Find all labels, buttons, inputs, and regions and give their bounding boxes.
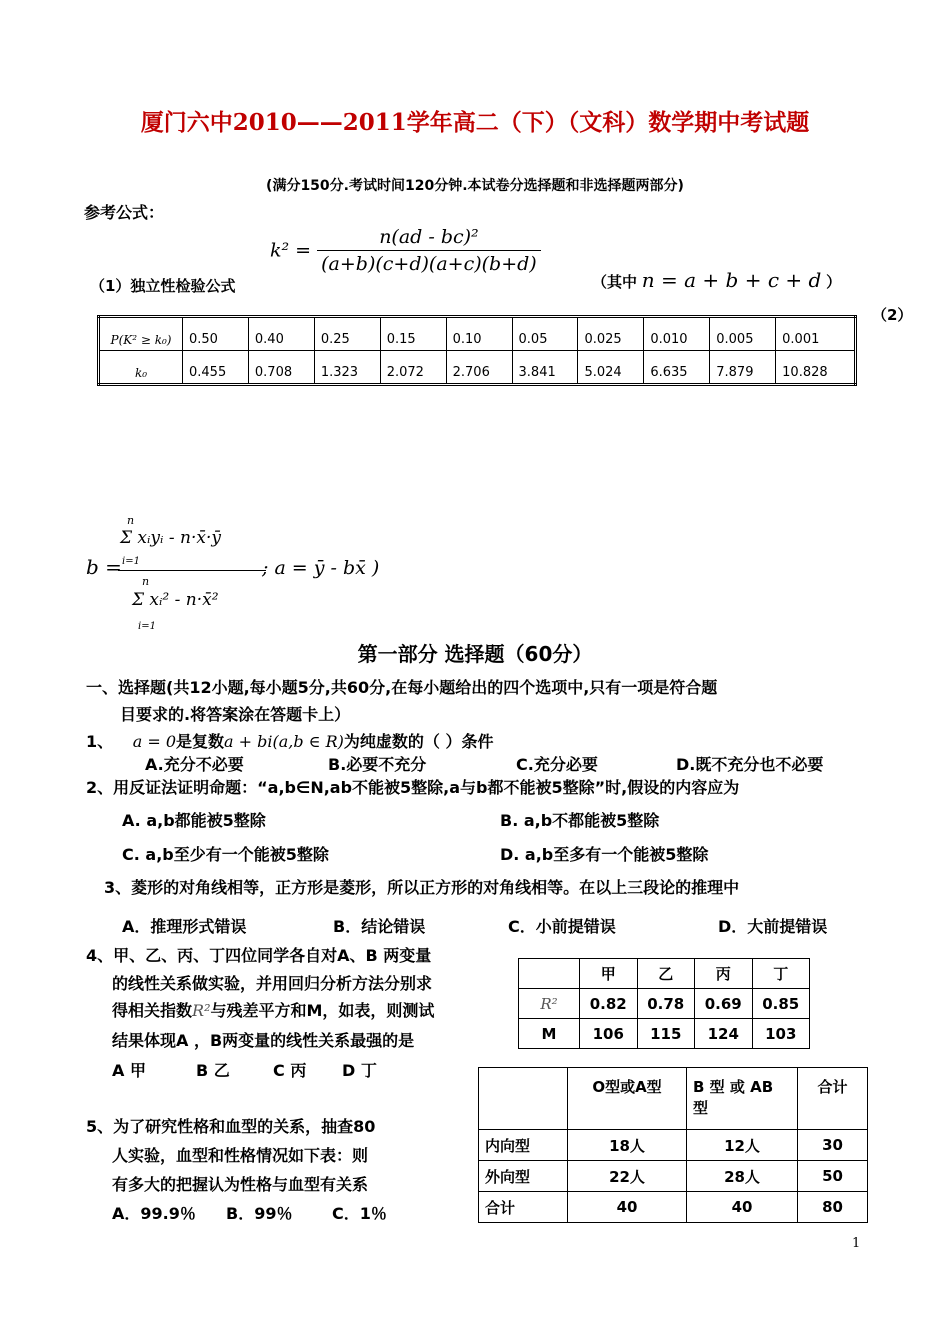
k-cell: 0.455	[183, 351, 249, 385]
q4-option-c[interactable]: C 丙	[273, 1061, 307, 1080]
where-close: ）	[826, 273, 842, 291]
q4-header-cell: 乙	[637, 959, 695, 989]
q5-cell: 80	[798, 1192, 868, 1223]
sum-top-2: n	[142, 575, 150, 588]
q4-option-a[interactable]: A 甲	[112, 1061, 146, 1080]
q2-option-c[interactable]: C. a,b至少有一个能被5整除	[122, 845, 329, 864]
q5-cell: 30	[798, 1130, 868, 1161]
q5-header-total: 合计	[798, 1068, 868, 1130]
instructions-line1: 一、选择题(共12小题,每小题5分,共60分,在每小题给出的四个选项中,只有一项是符合题	[86, 678, 718, 697]
q1-option-b[interactable]: B.必要不充分	[328, 755, 427, 774]
q5-cell: 18人	[568, 1130, 687, 1161]
p-cell: 0.025	[578, 317, 644, 351]
q4-line3b: 与残差平方和M，如表，则测试	[210, 1001, 435, 1020]
table-row	[99, 317, 856, 351]
formula-where	[592, 268, 841, 292]
k-cell: 6.635	[644, 351, 710, 385]
formula-label: 参考公式：	[84, 203, 165, 222]
q3-option-a[interactable]: A．推理形式错误	[122, 917, 247, 936]
row1-header: P(K² ≥ k₀)	[99, 317, 183, 351]
k2-lhs: k² =	[270, 239, 312, 262]
q4-table	[518, 958, 810, 1049]
q5-header-bab-line1: B 型 或 AB	[693, 1078, 774, 1096]
page-number: 1	[852, 1236, 861, 1251]
table-row	[479, 1068, 868, 1130]
k-cell: 7.879	[710, 351, 776, 385]
q1-option-c[interactable]: C.充分必要	[516, 755, 598, 774]
q5-line3: 有多大的把握认为性格与血型有关系	[112, 1175, 369, 1194]
p-cell: 0.005	[710, 317, 776, 351]
q5-cell: 40	[568, 1192, 687, 1223]
q4-option-b[interactable]: B 乙	[196, 1061, 230, 1080]
k2-numerator: n(ad - bc)²	[317, 226, 541, 251]
q4-line3	[112, 998, 434, 1021]
q4-r2-label: R²	[519, 989, 580, 1019]
critical-value-table	[97, 315, 857, 386]
q4-cell: 0.85	[752, 989, 810, 1019]
q1-number: 1、	[86, 732, 114, 751]
k-cell: 2.706	[446, 351, 512, 385]
q4-header-cell: 丁	[752, 959, 810, 989]
q4-cell: 124	[695, 1019, 753, 1049]
q4-cell: 106	[580, 1019, 638, 1049]
q5-cell: 50	[798, 1161, 868, 1192]
q2-stem: 2、用反证法证明命题：“a,b∈N,ab不能被5整除,a与b都不能被5整除”时,假设的内容应为	[86, 778, 740, 797]
p-cell: 0.001	[776, 317, 856, 351]
q5-cell: 22人	[568, 1161, 687, 1192]
k2-denominator: (a+b)(c+d)(a+c)(b+d)	[321, 253, 537, 275]
section-title: 第一部分 选择题（60分）	[357, 642, 593, 666]
exam-subtitle: (满分150分.考试时间120分钟.本试卷分选择题和非选择题两部分)	[266, 178, 684, 194]
q5-corner	[479, 1068, 568, 1130]
q3-option-c[interactable]: C．小前提错误	[508, 917, 616, 936]
p-cell: 0.15	[380, 317, 446, 351]
table-row	[479, 1130, 868, 1161]
q4-line2: 的线性关系做实验，并用回归分析方法分别求	[112, 974, 433, 993]
p-cell: 0.40	[248, 317, 314, 351]
formula-item2-label: （2）	[872, 306, 913, 324]
q1-option-a[interactable]: A.充分不必要	[145, 755, 244, 774]
sum-bottom: i=1	[122, 556, 140, 567]
q4-cell: 0.69	[695, 989, 753, 1019]
exam-title: 厦门六中2010——2011学年高二（下）（文科）数学期中考试题	[140, 109, 810, 136]
q4-r2: R²	[192, 1001, 211, 1020]
table-row	[479, 1192, 868, 1223]
q1-text2: 为纯虚数的（ ）条件	[343, 732, 494, 751]
instructions-line2: 目要求的.将答案涂在答题卡上）	[120, 705, 351, 724]
q4-cell: 0.78	[637, 989, 695, 1019]
q5-row-label: 合计	[479, 1192, 568, 1223]
where-expr: n = a + b + c + d	[641, 268, 822, 292]
k-cell: 10.828	[776, 351, 856, 385]
k-cell: 3.841	[512, 351, 578, 385]
q1-option-d[interactable]: D.既不充分也不必要	[676, 755, 824, 774]
table-row	[519, 989, 810, 1019]
q3-option-b[interactable]: B．结论错误	[333, 917, 426, 936]
q4-m-label: M	[519, 1019, 580, 1049]
p-cell: 0.05	[512, 317, 578, 351]
where-label: （其中	[592, 273, 638, 291]
q1-stem	[86, 729, 494, 752]
reg-tail: ; a = ȳ - bx̄ )	[262, 557, 380, 579]
reg-lhs: b =	[86, 555, 122, 579]
q4-header-cell: 甲	[580, 959, 638, 989]
q5-header-bab	[687, 1068, 798, 1130]
sum-top: n	[127, 514, 135, 527]
q5-option-c[interactable]: C．1％	[332, 1204, 387, 1223]
p-cell: 0.010	[644, 317, 710, 351]
formula-item1-label: （1）独立性检验公式	[90, 277, 236, 295]
q4-option-d[interactable]: D 丁	[342, 1061, 377, 1080]
reg-numerator: Σ xᵢyᵢ - n·x̄·ȳ	[120, 528, 221, 548]
q5-cell: 40	[687, 1192, 798, 1223]
q5-row-label: 内向型	[479, 1130, 568, 1161]
p-cell: 0.25	[314, 317, 380, 351]
q4-line1: 4、甲、乙、丙、丁四位同学各自对A、B 两变量	[86, 946, 432, 965]
table-row	[99, 351, 856, 385]
table-row	[519, 1019, 810, 1049]
q5-option-a[interactable]: A．99.9％	[112, 1204, 196, 1223]
q5-cell: 28人	[687, 1161, 798, 1192]
q5-cell: 12人	[687, 1130, 798, 1161]
q5-row-label: 外向型	[479, 1161, 568, 1192]
q2-option-b[interactable]: B. a,b不都能被5整除	[500, 811, 660, 830]
k-cell: 1.323	[314, 351, 380, 385]
q4-cell: 103	[752, 1019, 810, 1049]
q3-option-d[interactable]: D．大前提错误	[718, 917, 828, 936]
sum-bottom-2: i=1	[138, 621, 156, 632]
row2-header: k₀	[99, 351, 183, 385]
q4-cell: 115	[637, 1019, 695, 1049]
q5-header-bab-line2: 型	[693, 1099, 709, 1117]
q1-expr: a + bi(a,b ∈ R)	[224, 732, 344, 751]
q5-header-oa: O型或A型	[568, 1068, 687, 1130]
chi-square-formula	[270, 226, 541, 275]
q3-stem: 3、菱形的对角线相等，正方形是菱形，所以正方形的对角线相等。在以上三段论的推理中	[104, 878, 740, 897]
reg-denominator: Σ xᵢ² - n·x̄²	[132, 590, 219, 610]
q1-cond: a = 0	[132, 732, 177, 751]
q5-line1: 5、为了研究性格和血型的关系，抽查80	[86, 1117, 376, 1136]
table-row	[519, 959, 810, 989]
q5-line2: 人实验，血型和性格情况如下表：则	[112, 1146, 369, 1165]
q4-line4: 结果体现A ，B两变量的线性关系最强的是	[112, 1031, 415, 1050]
k2-fraction	[317, 226, 541, 275]
q5-option-b[interactable]: B．99％	[226, 1204, 293, 1223]
q4-corner	[519, 959, 580, 989]
q5-table	[478, 1067, 868, 1223]
table-row	[479, 1161, 868, 1192]
q1-text1: 是复数	[176, 732, 225, 751]
q2-option-d[interactable]: D. a,b至多有一个能被5整除	[500, 845, 709, 864]
q2-option-a[interactable]: A. a,b都能被5整除	[122, 811, 266, 830]
k-cell: 2.072	[380, 351, 446, 385]
p-cell: 0.10	[446, 317, 512, 351]
q4-cell: 0.82	[580, 989, 638, 1019]
p-cell: 0.50	[183, 317, 249, 351]
q4-header-cell: 丙	[695, 959, 753, 989]
reg-fraction-bar	[118, 570, 266, 571]
q4-line3a: 得相关指数	[112, 1001, 193, 1020]
k-cell: 5.024	[578, 351, 644, 385]
k-cell: 0.708	[248, 351, 314, 385]
